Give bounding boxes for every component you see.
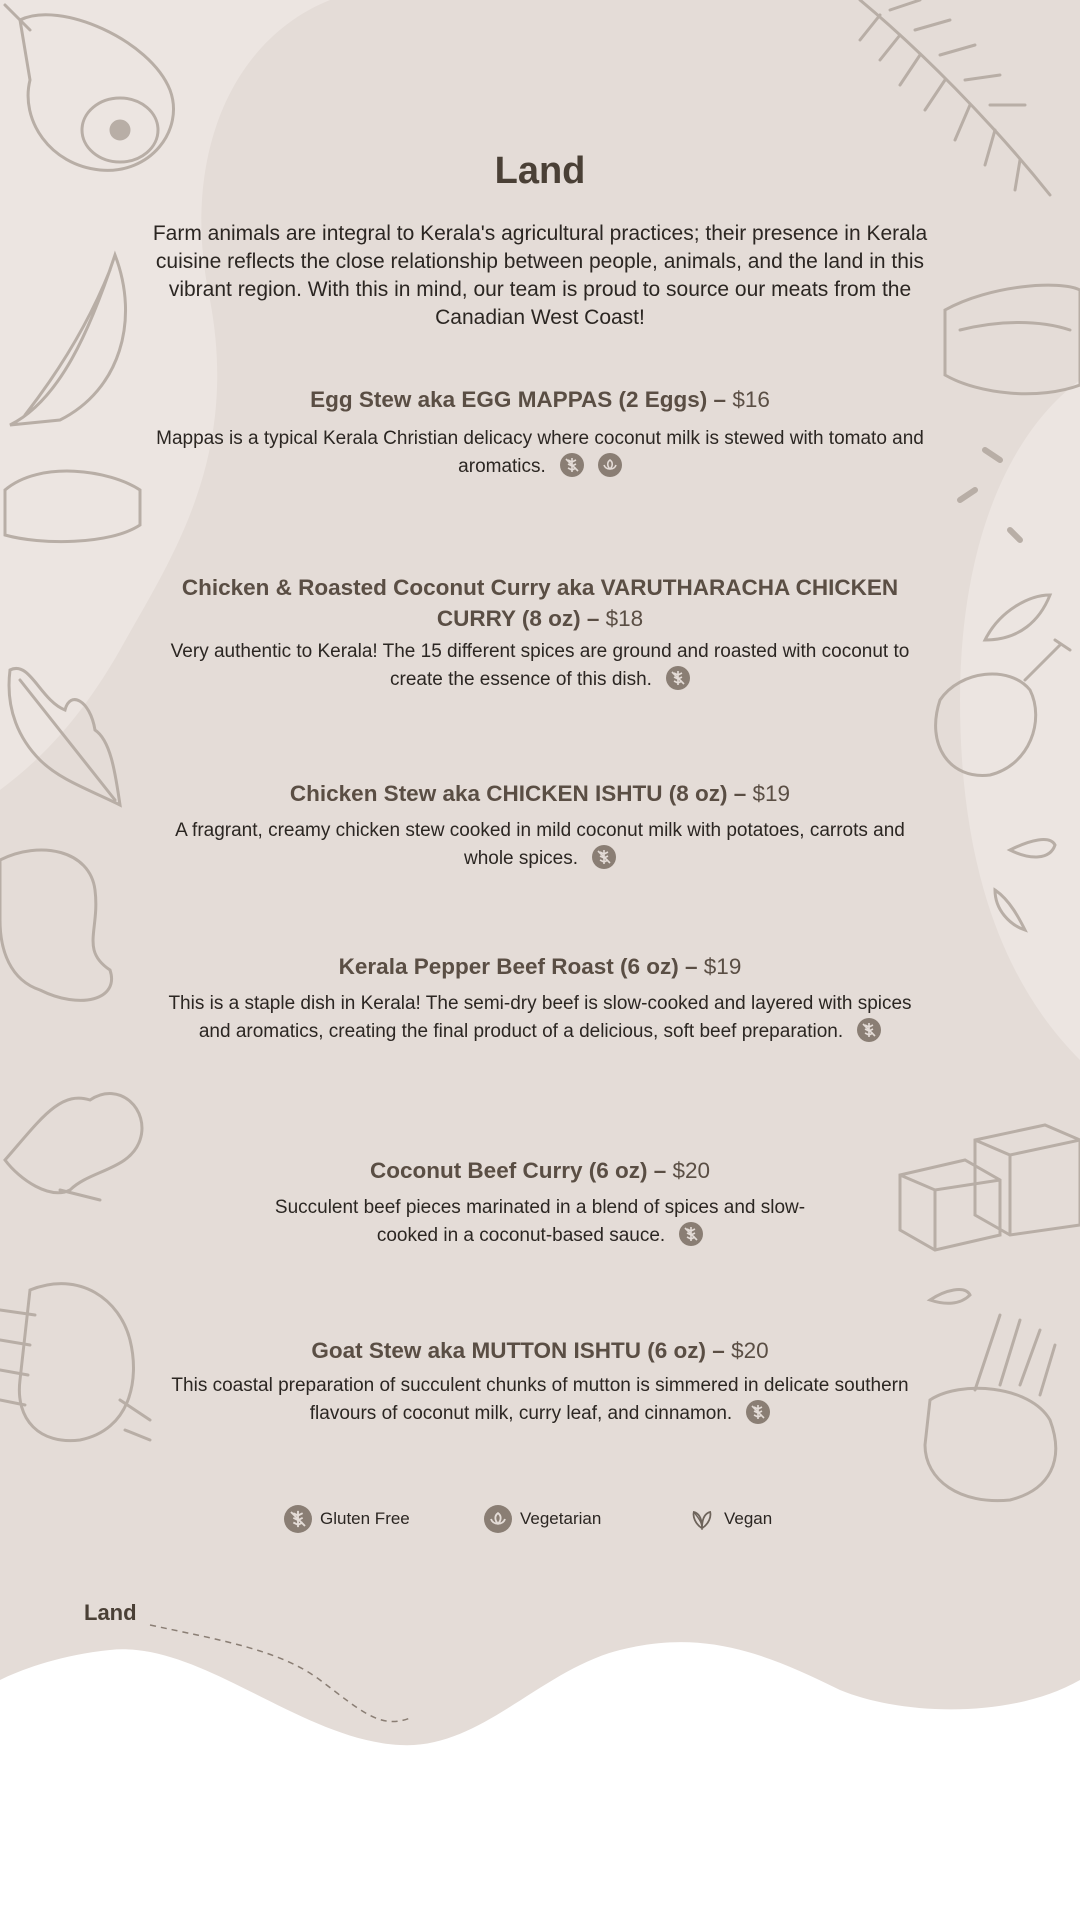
menu-item-price: $16 [732,387,770,412]
menu-item-title: Kerala Pepper Beef Roast (6 oz) – $19 [338,954,742,979]
menu-item-description-text: Succulent beef pieces marinated in a blend of spices and slow-cooked in a coconut-based sauce. [274,1197,806,1246]
intro-paragraph: Farm animals are integral to Kerala's agricultural practices; their presence in Kerala cuisine reflects the close relationship between people, animals, and the land in this vibrant region. With this in mind, our team is proud to source our meats from the Canadian West Coast! [152,222,928,329]
gluten-free-icon [857,1018,881,1042]
menu-item-name: Chicken Stew aka CHICKEN ISHTU (8 oz) [289,781,728,806]
menu-item-price: $19 [703,954,742,979]
menu-item-title: Chicken Stew aka CHICKEN ISHTU (8 oz) – $19 [289,781,791,806]
menu-item [150,778,930,873]
menu-item [150,1335,930,1428]
menu-item-price: $20 [672,1158,711,1183]
menu-item [270,1155,810,1250]
legend-label: Vegan [724,1509,773,1528]
menu-item-name: Kerala Pepper Beef Roast (6 oz) [338,954,679,979]
menu-item-description-text: A fragrant, creamy chicken stew cooked in mild coconut milk with potatoes, carrots and whole spices. [175,820,905,869]
vegan-icon [688,1505,716,1533]
gluten-free-icon [284,1505,312,1533]
menu-item-description-text: Mappas is a typical Kerala Christian delicacy where coconut milk is stewed with tomato and aromatics. [156,428,924,477]
menu-item-name: Chicken & Roasted Coconut Curry aka VARUTHARACHA CHICKEN CURRY (8 oz) [181,575,899,631]
legend-item-vegetarian [484,1503,601,1535]
legend-item-gluten-free [284,1503,410,1535]
menu-item [150,572,930,694]
menu-item-description [150,425,930,481]
menu-item-price: $18 [605,606,644,631]
legend-item-vegan [688,1503,772,1535]
dietary-legend [280,1503,840,1535]
menu-item-description [150,990,930,1046]
footer-section-label: Land [84,1600,137,1625]
menu-item-description-text: This coastal preparation of succulent chunks of mutton is simmered in delicate southern flavours of coconut milk, curry leaf, and cinnamon. [171,1375,909,1424]
gluten-free-icon [560,453,584,477]
vegetarian-icon [484,1505,512,1533]
gluten-free-icon [666,666,690,690]
menu-item-title: Goat Stew aka MUTTON ISHTU (6 oz) – $20 [311,1338,769,1363]
menu-item-name: Egg Stew aka EGG MAPPAS (2 Eggs) [310,387,708,412]
menu-item [150,951,930,1046]
gluten-free-icon [679,1222,703,1246]
menu-item-name: Coconut Beef Curry (6 oz) [369,1158,648,1183]
menu-item-title: Egg Stew aka EGG MAPPAS (2 Eggs) – $16 [310,387,770,412]
gluten-free-icon [592,845,616,869]
menu-item-description-text: This is a staple dish in Kerala! The semi-dry beef is slow-cooked and layered with spices and aromatics, creating the final product of a delicious, soft beef preparation. [168,993,912,1042]
page-title: Land [494,150,586,192]
menu-item-description [150,638,930,694]
menu-item-price: $20 [731,1338,769,1363]
menu-item-description [270,1194,810,1250]
legend-label: Vegetarian [520,1509,602,1528]
vegetarian-icon [598,453,622,477]
menu-item-description [150,817,930,873]
menu-item-title: Coconut Beef Curry (6 oz) – $20 [369,1158,711,1183]
menu-item-name: Goat Stew aka MUTTON ISHTU (6 oz) [311,1338,707,1363]
menu-item-description-text: Very authentic to Kerala! The 15 different spices are ground and roasted with coconut to create the essence of this dish. [170,641,910,690]
gluten-free-icon [746,1400,770,1424]
menu-item-price: $19 [752,781,791,806]
menu-item-description [150,1372,930,1428]
legend-label: Gluten Free [320,1509,410,1528]
menu-item-title: Chicken & Roasted Coconut Curry aka VARUTHARACHA CHICKEN CURRY (8 oz) – $18 [181,575,899,631]
menu-item [150,384,930,481]
